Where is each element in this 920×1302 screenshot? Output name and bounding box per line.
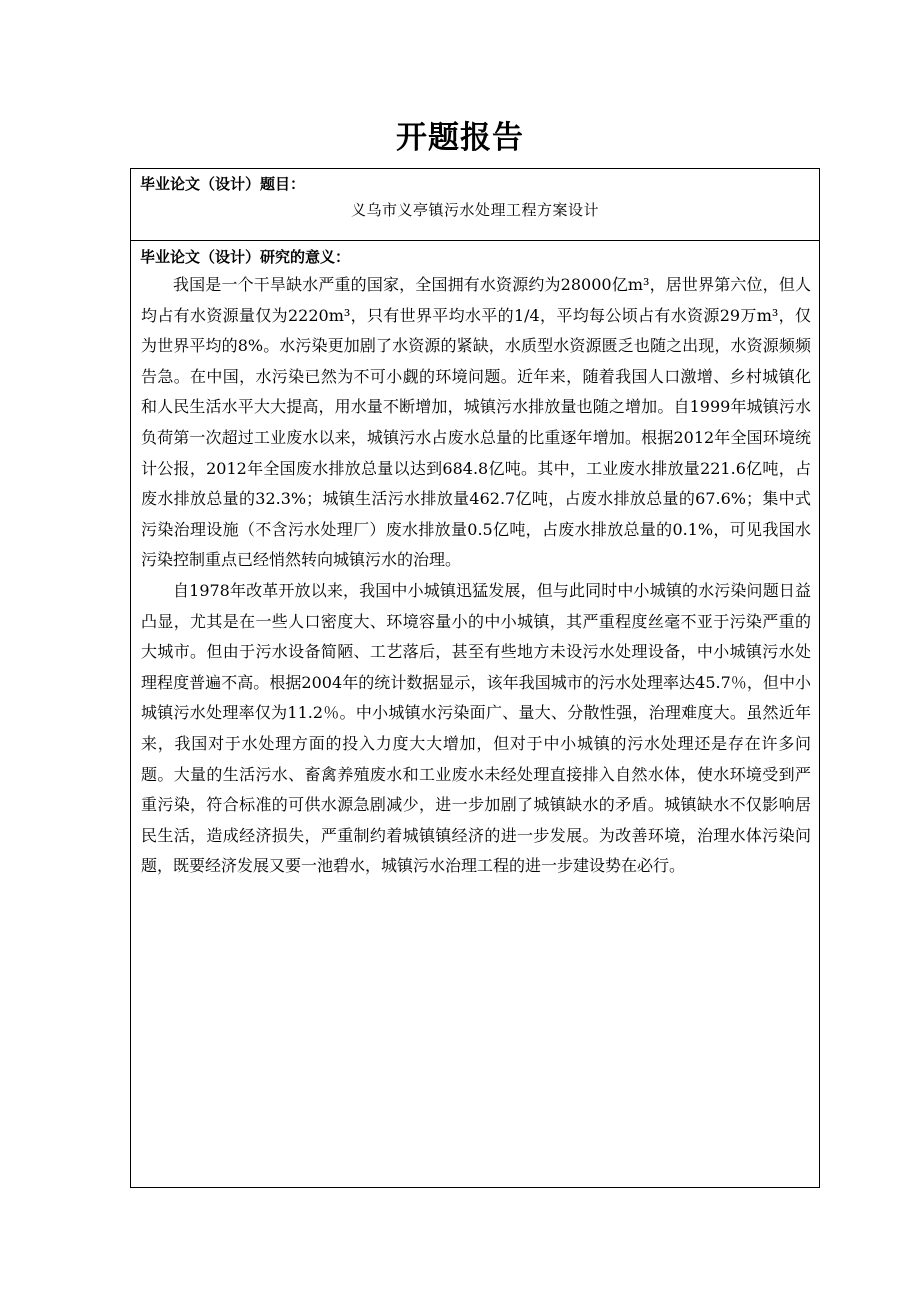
thesis-topic-label: 毕业论文（设计）题目： (140, 175, 306, 193)
page-title: 开题报告 (396, 120, 524, 156)
report-form-table (130, 168, 820, 1188)
research-significance-body (141, 270, 811, 882)
significance-paragraph-1: 我国是一个干旱缺水严重的国家，全国拥有水资源约为28000亿m³，居世界第六位，但人均占有水资源量仅为2220m³，只有世界平均水平的1/4，平均每公顷占有水资源29万m³，仅为世界平均的8%。水污染更加剧了水资源的紧缺，水质型水资源匮乏也随之出现，水资源频频告急。在中国，水污染已然为不可小觑的环境问题。近年来，随着我国人口激增、乡村城镇化和人民生活水平大大提高，用水量不断增加，城镇污水排放量也随之增加。自1999年城镇污水负荷第一次超过工业废水以来，城镇污水占废水总量的比重逐年增加。根据2012年全国环境统计公报，2012年全国废水排放总量以达到684.8亿吨。其中，工业废水排放量221.6亿吨，占废水排放总量的32.3%；城镇生活污水排放量462.7亿吨，占废水排放总量的67.6%；集中式污染治理设施（不含污水处理厂）废水排放量0.5亿吨，占废水排放总量的0.1%，可见我国水污染控制重点已经悄然转向城镇污水的治理。 (141, 275, 811, 570)
thesis-title: 义乌市义亭镇污水处理工程方案设计 (350, 201, 599, 219)
research-significance-row (131, 241, 819, 1187)
significance-paragraph-2: 自1978年改革开放以来，我国中小城镇迅猛发展，但与此同时中小城镇的水污染问题日益凸显，尤其是在一些人口密度大、环境容量小的中小城镇，其严重程度丝毫不亚于污染严重的大城市。但由于污水设备简陋、工艺落后，甚至有些地方未设污水处理设备，中小城镇污水处理程度普遍不高。根据2004年的统计数据显示，该年我国城市的污水处理率达45.7％，但中小城镇污水处理率仅为11.2％。中小城镇水污染面广、量大、分散性强，治理难度大。虽然近年来，我国对于水处理方面的投入力度大大增加，但对于中小城镇的污水处理还是存在许多问题。大量的生活污水、畜禽养殖废水和工业废水未经处理直接排入自然水体，使水环境受到严重污染，符合标准的可供水源急剧减少，进一步加剧了城镇缺水的矛盾。城镇缺水不仅影响居民生活，造成经济损失，严重制约着城镇镇经济的进一步发展。为改善环境，治理水体污染问题，既要经济发展又要一池碧水，城镇污水治理工程的进一步建设势在必行。 (141, 580, 811, 876)
thesis-topic-row (131, 169, 819, 241)
research-significance-label: 毕业论文（设计）研究的意义： (140, 248, 351, 266)
